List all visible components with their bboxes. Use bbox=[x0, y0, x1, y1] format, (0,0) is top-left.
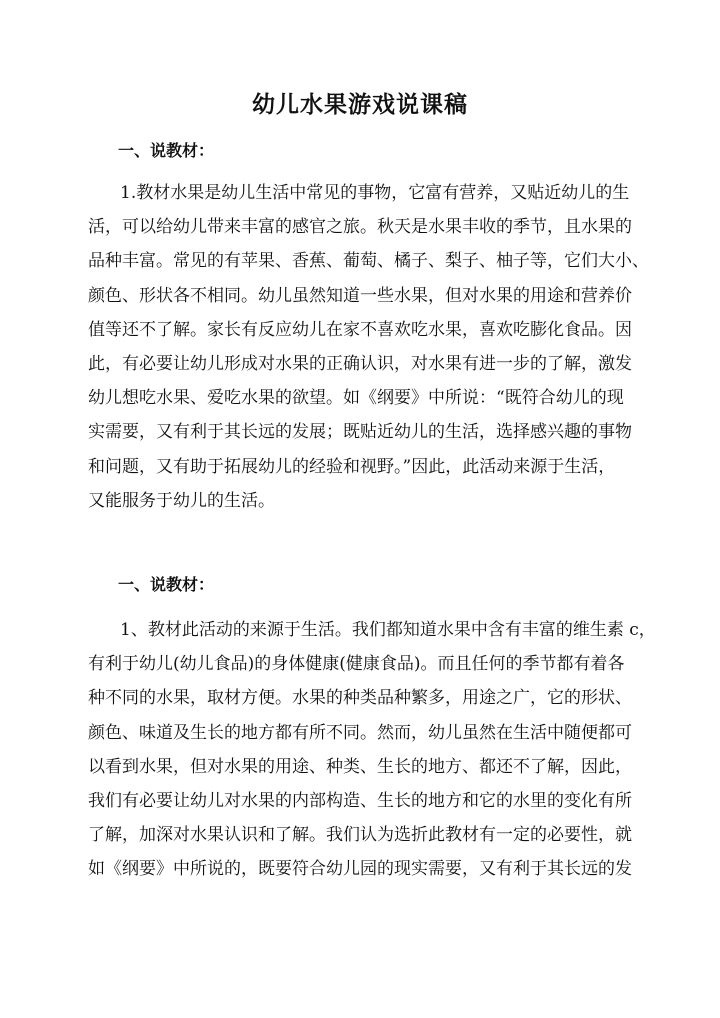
paragraph-line: 和问题，又有助于拓展幼儿的经验和视野。”因此，此活动来源于生活， bbox=[88, 456, 616, 477]
paragraph-line: 我们有必要让幼儿对水果的内部构造、生长的地方和它的水里的变化有所 bbox=[88, 790, 632, 811]
paragraph-line: 此，有必要让幼儿形成对水果的正确认识，对水果有进一步的了解，激发 bbox=[88, 353, 632, 374]
paragraph-line: 颜色、味道及生长的地方都有所不同。然而，幼儿虽然在生活中随便都可 bbox=[88, 722, 632, 743]
paragraph-line: 1.教材水果是幼儿生活中常见的事物，它富有营养，又贴近幼儿的生 bbox=[120, 183, 630, 203]
paragraph-line: 颜色、形状各不相同。幼儿虽然知道一些水果，但对水果的用途和营养价 bbox=[88, 285, 632, 306]
paragraph-line: 如《纲要》中所说的，既要符合幼儿园的现实需要，又有利于其长远的发 bbox=[88, 859, 632, 880]
paragraph-line: 活，可以给幼儿带来丰富的感官之旅。秋天是水果丰收的季节，且水果的 bbox=[88, 217, 632, 238]
paragraph-line: 品种丰富。常见的有苹果、香蕉、葡萄、橘子、梨子、柚子等，它们大小、 bbox=[88, 251, 649, 272]
page-title: 幼儿水果游戏说课稿 bbox=[252, 92, 468, 118]
paragraph-line: 1、教材此活动的来源于生活。我们都知道水果中含有丰富的维生素 c， bbox=[120, 620, 656, 640]
paragraph-line: 又能服务于幼儿的生活。 bbox=[88, 490, 275, 511]
paragraph-line: 有利于幼儿(幼儿食品)的身体健康(健康食品)。而且任何的季节都有着各 bbox=[88, 654, 625, 675]
paragraph-line: 值等还不了解。家长有反应幼儿在家不喜欢吃水果，喜欢吃膨化食品。因 bbox=[88, 319, 632, 340]
paragraph-line: 种不同的水果，取材方便。水果的种类品种繁多，用途之广，它的形状、 bbox=[88, 688, 632, 709]
section-paragraph-2 bbox=[88, 613, 656, 887]
paragraph-line: 实需要，又有利于其长远的发展；既贴近幼儿的生活，选择感兴趣的事物 bbox=[88, 422, 632, 443]
paragraph-line: 幼儿想吃水果、爱吃水果的欲望。如《纲要》中所说：“既符合幼儿的现 bbox=[88, 388, 624, 409]
section-paragraph-1 bbox=[88, 176, 648, 518]
paragraph-line: 了解，加深对水果认识和了解。我们认为选折此教材有一定的必要性，就 bbox=[88, 825, 632, 846]
section-heading-2: 一、说教材： bbox=[118, 575, 215, 594]
section-heading-1: 一、说教材： bbox=[118, 141, 215, 160]
paragraph-line: 以看到水果，但对水果的用途、种类、生长的地方、都还不了解，因此， bbox=[88, 756, 632, 777]
